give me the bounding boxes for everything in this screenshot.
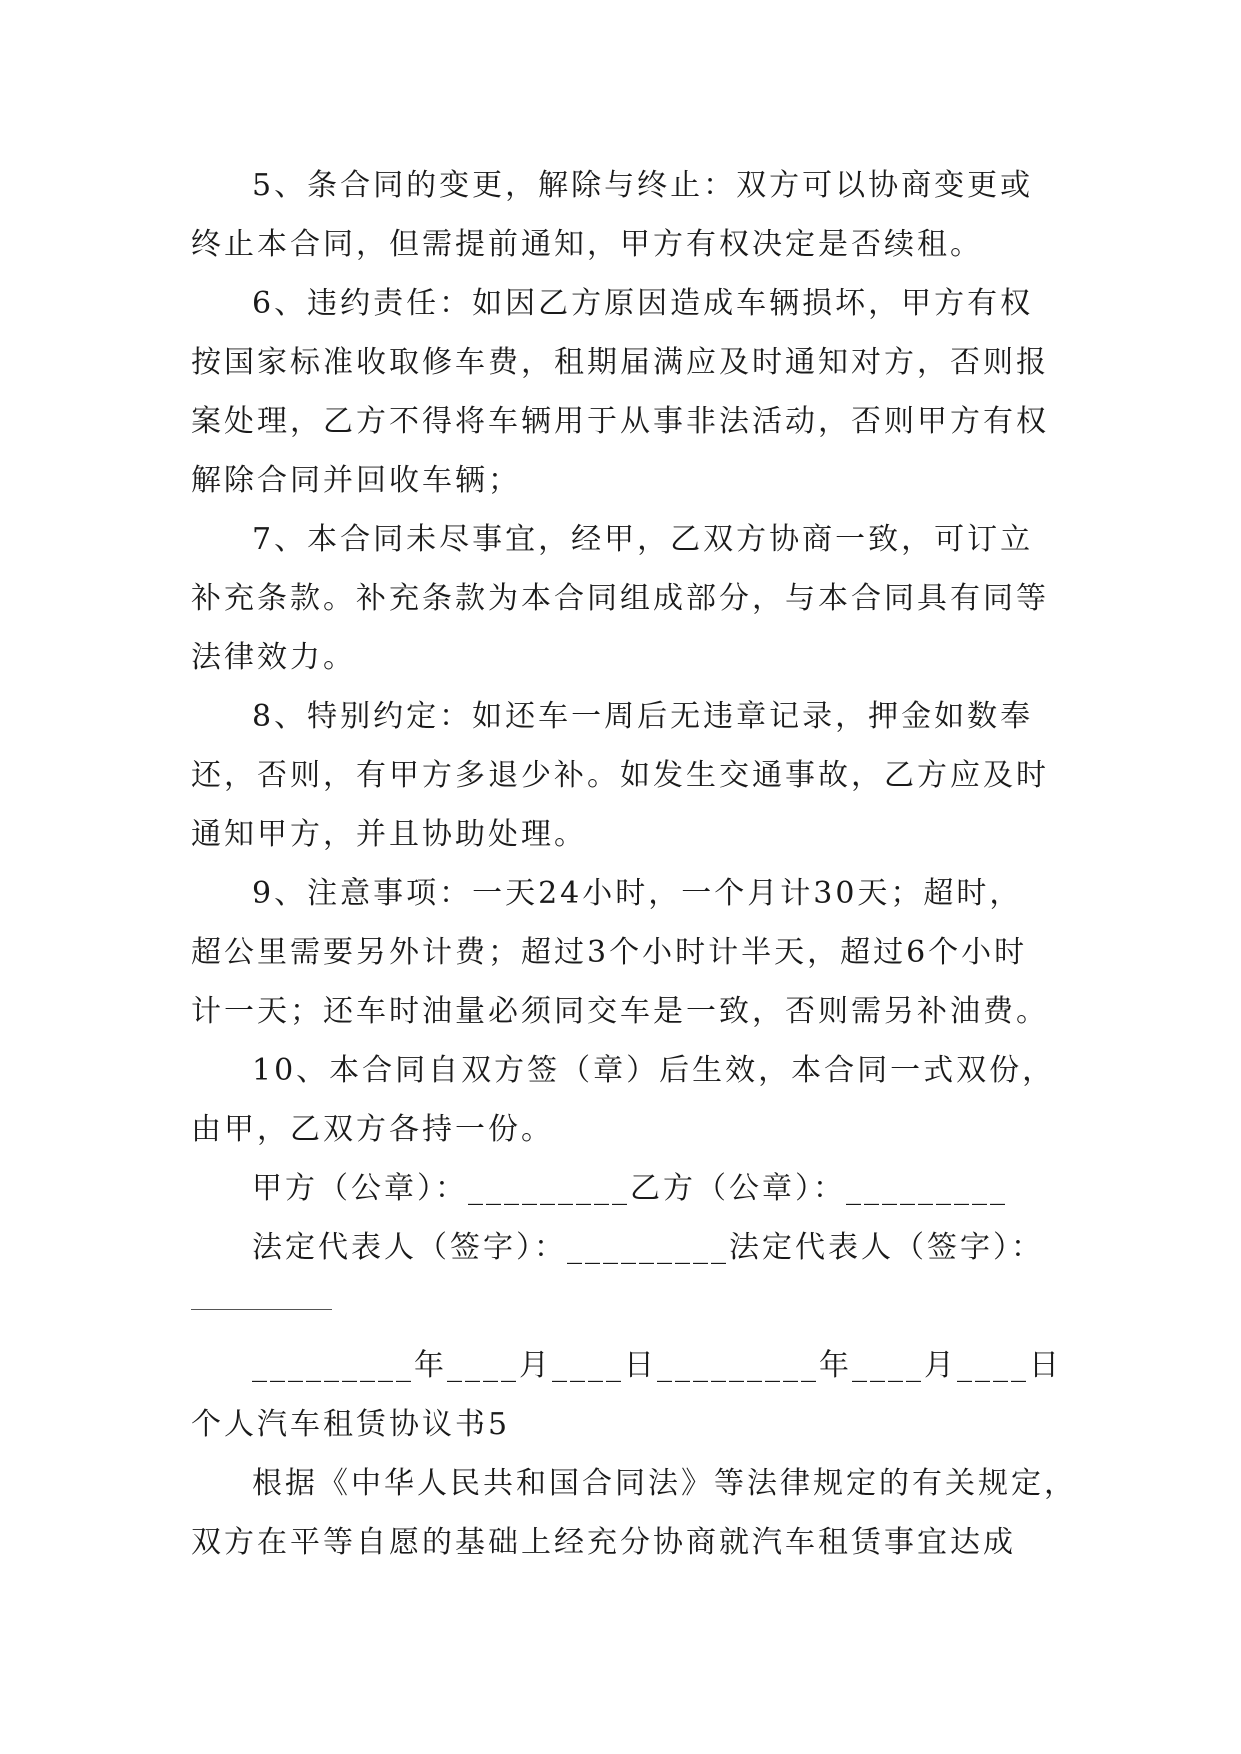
date-line: _________年____月____日_________年____月____日 [252, 1348, 1062, 1383]
clause-6-line-3: 案处理，乙方不得将车辆用于从事非法活动，否则甲方有权 [191, 404, 1049, 439]
preamble-line-1: 根据《中华人民共和国合同法》等法律规定的有关规定， [252, 1466, 1077, 1501]
clause-8-line-3: 通知甲方，并且协助处理。 [191, 817, 587, 852]
section-title: 个人汽车租赁协议书5 [191, 1407, 511, 1442]
clause-7-line-1: 7、本合同未尽事宜，经甲，乙双方协商一致，可订立 [252, 522, 1034, 557]
clause-5-line-1: 5、条合同的变更，解除与终止：双方可以协商变更或 [252, 168, 1034, 203]
preamble-line-2: 双方在平等自愿的基础上经充分协商就汽车租赁事宜达成 [191, 1525, 1016, 1560]
clause-10-line-2: 由甲，乙双方各持一份。 [191, 1112, 554, 1147]
clause-9-line-2: 超公里需要另外计费；超过3个小时计半天，超过6个小时 [191, 935, 1028, 970]
clause-9-line-1: 9、注意事项：一天24小时，一个月计30天；超时， [252, 876, 1023, 911]
clause-9-line-3: 计一天；还车时油量必须同交车是一致，否则需另补油费。 [191, 994, 1049, 1029]
clause-6-line-2: 按国家标准收取修车费，租期届满应及时通知对方，否则报 [191, 345, 1049, 380]
clause-8-line-2: 还，否则，有甲方多退少补。如发生交通事故，乙方应及时 [191, 758, 1049, 793]
clause-10-line-1: 10、本合同自双方签（章）后生效，本合同一式双份， [252, 1053, 1056, 1088]
clause-6-line-1: 6、违约责任：如因乙方原因造成车辆损坏，甲方有权 [252, 286, 1034, 321]
clause-6-line-4: 解除合同并回收车辆； [191, 463, 521, 498]
party-seal-line: 甲方（公章）：_________乙方（公章）：_________ [252, 1171, 1008, 1206]
clause-7-line-2: 补充条款。补充条款为本合同组成部分，与本合同具有同等 [191, 581, 1049, 616]
clause-5-line-2: 终止本合同，但需提前通知，甲方有权决定是否续租。 [191, 227, 983, 262]
legal-representative-line: 法定代表人（签字）：_________法定代表人（签字）： [252, 1230, 1044, 1265]
clause-7-line-3: 法律效力。 [191, 640, 356, 675]
clause-8-line-1: 8、特别约定：如还车一周后无违章记录，押金如数奉 [252, 699, 1034, 734]
signature-blank-rule [191, 1309, 332, 1310]
